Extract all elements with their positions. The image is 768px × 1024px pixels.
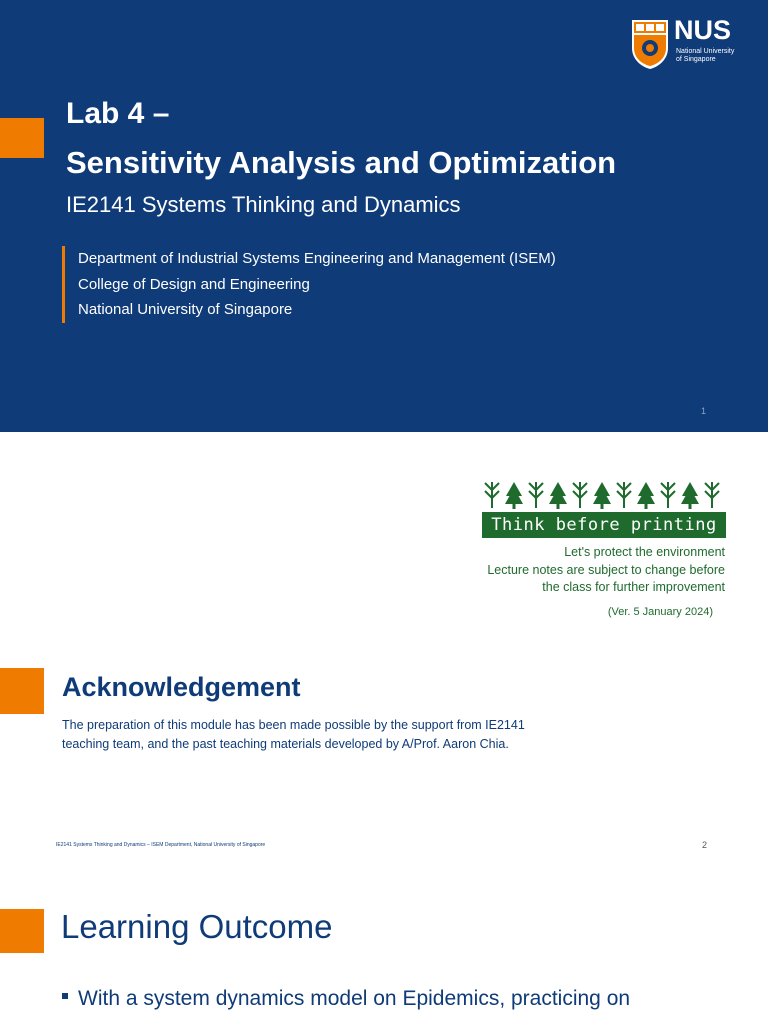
nus-sub-line2: of Singapore [676,56,716,63]
page-number: 1 [700,406,706,416]
lab-title-line1: Lab 4 – [66,97,170,130]
ack-line: The preparation of this module has been made possible by the support from IE2141 [62,718,525,732]
env-line: Let's protect the environment [564,545,725,559]
university-line: National University of Singapore [78,301,293,318]
lab-title-line2: Sensitivity Analysis and Optimization [66,145,617,180]
course-subtitle: IE2141 Systems Thinking and Dynamics [66,192,461,217]
learning-outcome-heading: Learning Outcome [61,908,333,945]
ack-line: teaching team, and the past teaching materials developed by A/Prof. Aaron Chia. [62,736,509,751]
tree-icon [482,480,726,510]
nus-logo [630,15,750,72]
slide-footer: IE2141 Systems Thinking and Dynamics – ISEM Department, National University of Singapore [56,842,266,848]
nus-crest-icon [630,18,670,70]
acknowledgement-heading: Acknowledgement [62,672,301,702]
env-line: Lecture notes are subject to change before [487,562,725,577]
title-slide [0,0,768,432]
think-before-printing-banner: Think before printing [482,512,726,538]
orange-accent-tab [0,118,44,158]
version-label: (Ver. 5 January 2024) [607,606,713,618]
learning-outcome-slide [0,864,768,1024]
college-line: College of Design and Engineering [78,275,310,293]
bullet-square-icon [62,993,68,999]
orange-accent-tab [0,668,44,714]
orange-accent-tab [0,909,44,953]
environment-notice [487,544,725,597]
department-block [62,246,556,323]
nus-sub-line1: National University [676,48,735,55]
env-line: the class for further improvement [542,580,725,594]
nus-wordmark: NUS [674,15,732,45]
acknowledgement-body [62,716,662,753]
dept-line: Department of Industrial Systems Engineering and Management (ISEM) [78,250,556,267]
bullet-text: With a system dynamics model on Epidemics, practicing on [78,987,631,1010]
bullet-item [62,987,630,1011]
page-number: 2 [701,840,707,850]
acknowledgement-slide [0,432,768,864]
